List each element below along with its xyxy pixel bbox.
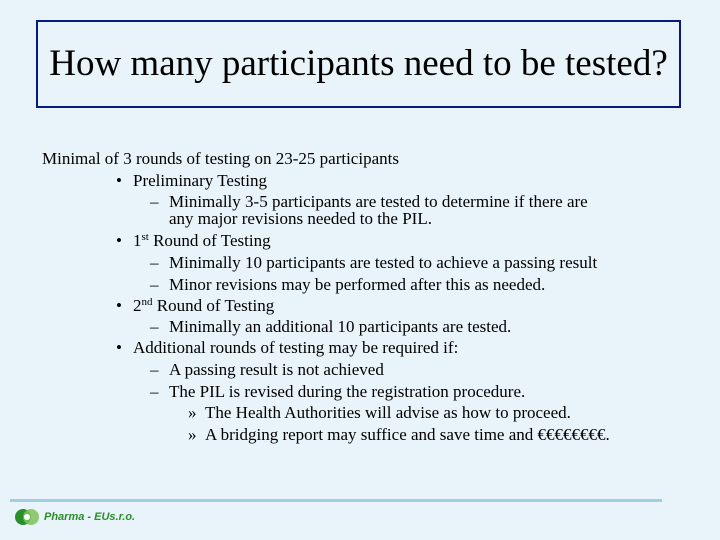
round-number: 2 (133, 296, 142, 315)
pharma-eu-logo-icon (14, 507, 40, 527)
list-item: Additional rounds of testing may be required if: (133, 338, 459, 357)
intro-line: Minimal of 3 rounds of testing on 23-25 participants (42, 149, 399, 168)
round-label: Round of Testing (152, 296, 275, 315)
chevron-marker: » (188, 403, 197, 422)
round-label: Round of Testing (148, 231, 271, 250)
ordinal-suffix: st (141, 231, 149, 243)
ordinal-suffix: nd (141, 296, 153, 308)
dash-marker: – (150, 317, 159, 336)
list-item: Minor revisions may be performed after this as needed. (169, 275, 546, 294)
logo-text: Pharma - EUs.r.o. (44, 511, 136, 523)
list-item: Minimally 3-5 participants are tested to determine if there are (169, 192, 588, 211)
chevron-marker: » (188, 425, 197, 444)
dash-marker: – (150, 275, 159, 294)
bullet-marker: • (116, 171, 122, 190)
list-item: Minimally 10 participants are tested to achieve a passing result (169, 253, 598, 272)
bullet-marker: • (116, 296, 122, 315)
list-item: A bridging report may suffice and save time and €€€€€€€€. (205, 425, 610, 444)
dash-marker: – (150, 253, 159, 272)
list-item: Preliminary Testing (133, 171, 268, 190)
round-number: 1 (133, 231, 142, 250)
slide-title: How many participants need to be tested? (49, 43, 668, 84)
dash-marker: – (150, 192, 159, 211)
list-item: The PIL is revised during the registration procedure. (169, 382, 526, 401)
bullet-marker: • (116, 231, 122, 250)
list-item-continuation: any major revisions needed to the PIL. (169, 209, 432, 228)
footer-divider (10, 499, 662, 502)
dash-marker: – (150, 382, 159, 401)
list-item (133, 231, 271, 251)
company-logo (14, 505, 144, 529)
dash-marker: – (150, 360, 159, 379)
bullet-marker: • (116, 338, 122, 357)
list-item: The Health Authorities will advise as how to proceed. (205, 403, 571, 422)
list-item: Minimally an additional 10 participants are tested. (169, 317, 512, 336)
list-item (133, 296, 274, 316)
list-item: A passing result is not achieved (169, 360, 384, 379)
